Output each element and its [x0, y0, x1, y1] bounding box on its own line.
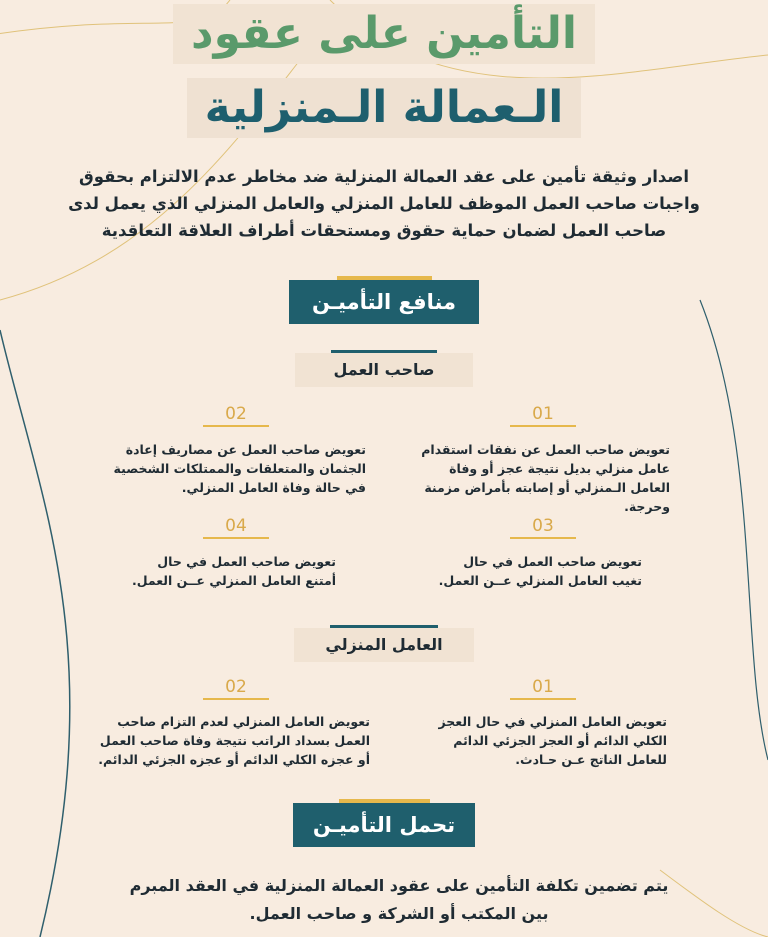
item-number: 03: [510, 516, 576, 539]
item-number: 02: [203, 677, 269, 700]
employer-benefit-4: تعويض صاحب العمل في حال أمتنع العامل المنزلي عــن العمل.: [131, 554, 336, 588]
employer-benefit-3: تعويض صاحب العمل في حال تغيب العامل المنزلي عــن العمل.: [438, 554, 642, 588]
intro-paragraph: اصدار وثيقة تأمين على عقد العمالة المنزلية ضد مخاطر عدم الالتزام بحقوق واجبات صاحب العمل الموظف للعامل المنزلي والعامل المنزلي الذي يعمل لدى صاحب العمل لضمان حماية حقوق ومستحقات أطراف العلاقة التعاقدية: [68, 167, 700, 240]
cost-heading: تحمل التأميـن: [312, 813, 456, 837]
employer-heading: صاحب العمل: [333, 360, 435, 379]
worker-benefit-2: تعويض العامل المنزلي لعدم التزام صاحب العمل بسداد الراتب نتيجة وفاة صاحب العمل أو عجزه الكلي الدائم أو عجزه الجزئي الدائم.: [98, 714, 370, 767]
item-number: 01: [510, 677, 576, 700]
banner-accent-bar: [337, 276, 432, 280]
worker-section-header: [294, 628, 474, 662]
item-number: 01: [510, 404, 576, 427]
subheader-accent-bar: [331, 350, 438, 353]
worker-heading: العامل المنزلي: [325, 635, 443, 654]
employer-section-header: [295, 353, 473, 387]
cost-paragraph: يتم تضمين تكلفة التأمين على عقود العمالة المنزلية في العقد المبرم بين المكتب أو الشركة و صاحب العمل.: [129, 876, 669, 923]
benefits-banner: [289, 280, 479, 324]
benefits-heading: منافع التأميـن: [311, 290, 457, 314]
item-number: 02: [203, 404, 269, 427]
subheader-accent-bar: [330, 625, 438, 628]
page-title-line-2: الـعمالة الـمنزلية: [0, 78, 768, 138]
item-number: 04: [203, 516, 269, 539]
employer-benefit-2: تعويض صاحب العمل عن مصاريف إعادة الجثمان والمتعلقات والممتلكات الشخصية في حالة وفاة العامل المنزلي.: [113, 442, 366, 495]
cost-banner: [293, 803, 475, 847]
worker-benefit-1: تعويض العامل المنزلي في حال العجز الكلي الدائم أو العجز الجزئي الدائم للعامل الناتج عـن حـادث.: [438, 714, 667, 767]
page-title-line-1: التأمين على عقود: [0, 4, 768, 64]
banner-accent-bar: [339, 799, 430, 803]
employer-benefit-1: تعويض صاحب العمل عن نفقات استقدام عامل منزلي بديل نتيجة عجز أو وفاة العامل الـمنزلي أو إصابته بأمراض مزمنة وحرجة.: [421, 442, 670, 514]
